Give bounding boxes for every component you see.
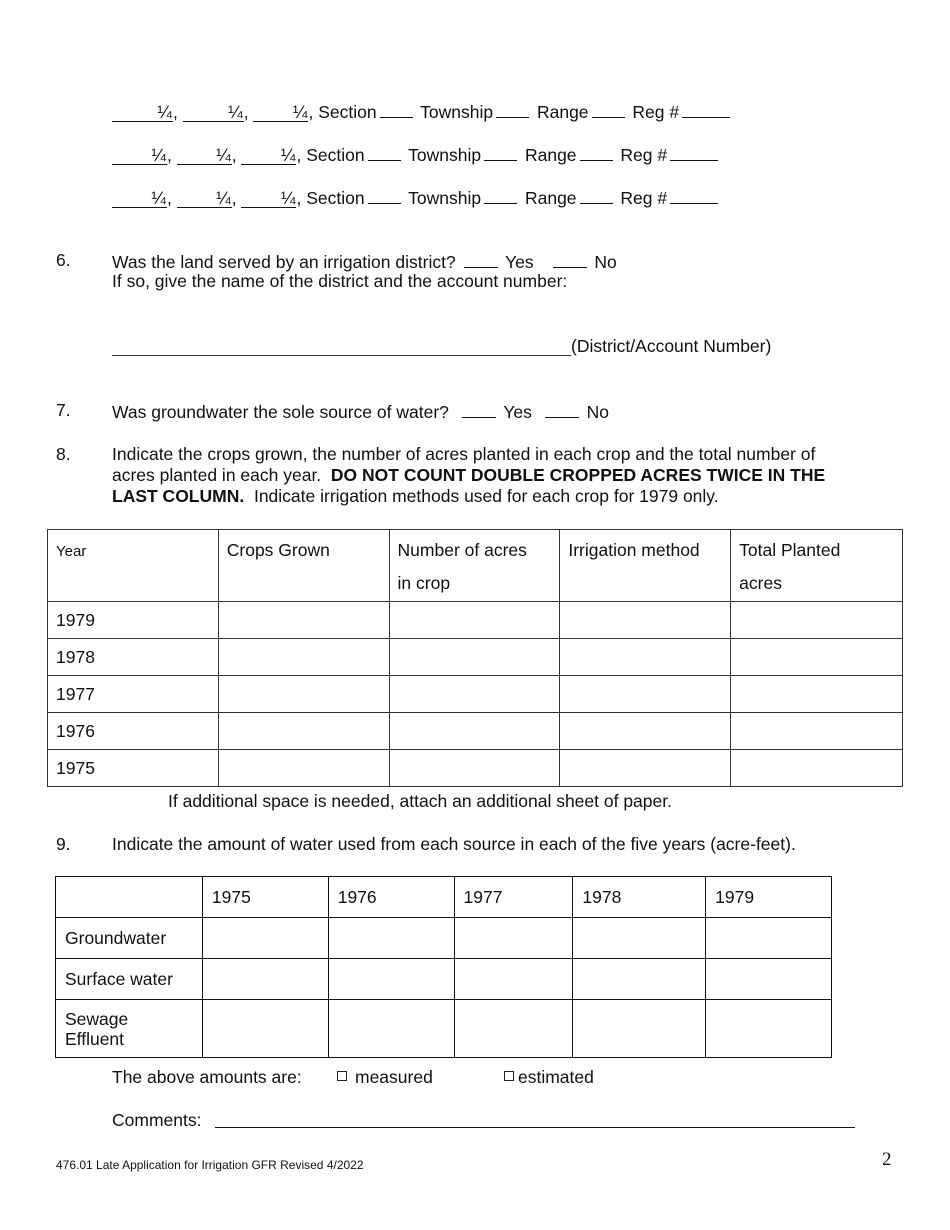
source-label-groundwater: Groundwater (56, 918, 203, 959)
crops-cell[interactable] (218, 676, 389, 713)
amount-cell[interactable] (202, 959, 328, 1000)
q8-number: 8. (56, 444, 71, 464)
reg-blank[interactable] (682, 100, 730, 118)
header-year: 1975 (202, 877, 328, 918)
source-label-surface-water: Surface water (56, 959, 203, 1000)
q6-yes-label: Yes (505, 252, 534, 272)
q7-number: 7. (56, 400, 71, 420)
q7-question: Was groundwater the sole source of water? (112, 402, 449, 422)
reg-blank[interactable] (670, 186, 718, 204)
year-cell: 1977 (48, 676, 219, 713)
amount-cell[interactable] (328, 918, 454, 959)
estimated-label: estimated (518, 1067, 594, 1087)
comments-label: Comments: (112, 1110, 202, 1130)
q8-line2-warning: DO NOT COUNT DOUBLE CROPPED ACRES TWICE IN THE (330, 465, 826, 485)
location-row-3: ¼, ¼, ¼, Section Township Range Reg # (112, 186, 721, 209)
q6-no-blank[interactable] (553, 250, 587, 268)
township-blank[interactable] (484, 186, 517, 204)
q8-line1: Indicate the crops grown, the number of acres planted in each crop and the total number of (112, 444, 816, 464)
measured-option[interactable] (337, 1067, 433, 1088)
acres-cell[interactable] (389, 602, 560, 639)
location-row-1: ¼, ¼, ¼, Section Township Range Reg # (112, 100, 733, 123)
table-row (48, 602, 903, 639)
township-label: Township (420, 102, 494, 122)
quarter-blank-3[interactable]: ¼ (253, 103, 308, 122)
q6-number: 6. (56, 250, 71, 270)
header-year: 1977 (454, 877, 573, 918)
q8-line3-text: Indicate irrigation methods used for each crop for 1979 only. (253, 486, 719, 506)
location-row-2: ¼, ¼, ¼, Section Township Range Reg # (112, 143, 721, 166)
q9-question: Indicate the amount of water used from each source in each of the five years (acre-feet). (112, 834, 796, 854)
section-blank[interactable] (380, 100, 413, 118)
irrigation-cell[interactable] (560, 750, 731, 787)
amount-cell[interactable] (573, 918, 706, 959)
estimated-option[interactable] (504, 1067, 594, 1088)
q7-no-blank[interactable] (545, 400, 579, 418)
amount-cell[interactable] (706, 918, 832, 959)
amount-cell[interactable] (202, 1000, 328, 1058)
table-row (48, 713, 903, 750)
year-cell: 1979 (48, 602, 219, 639)
section-blank[interactable] (368, 186, 401, 204)
range-blank[interactable] (592, 100, 625, 118)
q7-no-label: No (586, 402, 609, 422)
q6-no-label: No (594, 252, 617, 272)
crops-table (47, 529, 903, 787)
irrigation-cell[interactable] (560, 639, 731, 676)
year-cell: 1975 (48, 750, 219, 787)
header-crops-grown: Crops Grown (218, 530, 389, 602)
crops-cell[interactable] (218, 713, 389, 750)
table-row (48, 676, 903, 713)
q7-yes-blank[interactable] (462, 400, 496, 418)
header-irrigation-method: Irrigation method (560, 530, 731, 602)
acres-cell[interactable] (389, 750, 560, 787)
header-year: 1978 (573, 877, 706, 918)
header-year: 1979 (706, 877, 832, 918)
district-account-label: (District/Account Number) (571, 336, 772, 356)
year-cell: 1978 (48, 639, 219, 676)
quarter-blank-2[interactable]: ¼ (177, 189, 232, 208)
total-cell[interactable] (731, 676, 903, 713)
estimated-checkbox-icon[interactable] (504, 1071, 514, 1081)
range-blank[interactable] (580, 186, 613, 204)
township-blank[interactable] (496, 100, 529, 118)
range-label: Range (536, 102, 589, 122)
table-row (56, 1000, 832, 1058)
quarter-blank-1[interactable]: ¼ (112, 189, 167, 208)
township-label: Township (408, 145, 482, 165)
amount-cell[interactable] (328, 959, 454, 1000)
acres-cell[interactable] (389, 639, 560, 676)
amount-cell[interactable] (202, 918, 328, 959)
quarter-blank-1[interactable]: ¼ (112, 146, 167, 165)
irrigation-cell[interactable] (560, 602, 731, 639)
section-blank[interactable] (368, 143, 401, 161)
header-total-planted: Total Planted acres (731, 530, 903, 602)
total-cell[interactable] (731, 602, 903, 639)
irrigation-cell[interactable] (560, 713, 731, 750)
quarter-blank-1[interactable]: ¼ (112, 103, 173, 122)
amount-cell[interactable] (454, 1000, 573, 1058)
amounts-label: The above amounts are: (112, 1067, 302, 1087)
amount-cell[interactable] (454, 959, 573, 1000)
quarter-blank-3[interactable]: ¼ (241, 189, 296, 208)
source-label-sewage-effluent: Sewage Effluent (56, 1000, 203, 1058)
township-label: Township (408, 188, 482, 208)
footer-form-id: 476.01 Late Application for Irrigation GFR Revised 4/2022 (56, 1158, 364, 1172)
page-number: 2 (882, 1149, 892, 1170)
district-account-line[interactable] (112, 355, 571, 356)
total-cell[interactable] (731, 639, 903, 676)
table-row (56, 959, 832, 1000)
table-row (48, 750, 903, 787)
header-number-of-acres: Number of acres in crop (389, 530, 560, 602)
quarter-blank-3[interactable]: ¼ (241, 146, 296, 165)
water-table-header-row (56, 877, 832, 918)
q8-line2-text: acres planted in each year. (112, 465, 322, 485)
q9-number: 9. (56, 834, 71, 854)
amount-cell[interactable] (573, 959, 706, 1000)
header-blank-cell (56, 877, 203, 918)
additional-space-note: If additional space is needed, attach an additional sheet of paper. (168, 791, 672, 811)
amount-cell[interactable] (573, 1000, 706, 1058)
crops-cell[interactable] (218, 602, 389, 639)
acres-cell[interactable] (389, 676, 560, 713)
measured-label: measured (355, 1067, 433, 1087)
range-label: Range (524, 188, 577, 208)
table-row (56, 918, 832, 959)
reg-label: Reg # (620, 188, 668, 208)
q6-yes-blank[interactable] (464, 250, 498, 268)
section-label: Section (306, 145, 365, 165)
range-label: Range (524, 145, 577, 165)
amount-cell[interactable] (706, 1000, 832, 1058)
q8-line3-warning: LAST COLUMN. (112, 486, 245, 506)
crops-cell[interactable] (218, 750, 389, 787)
q7-yes-label: Yes (503, 402, 532, 422)
township-blank[interactable] (484, 143, 517, 161)
reg-label: Reg # (620, 145, 668, 165)
quarter-blank-2[interactable]: ¼ (183, 103, 244, 122)
reg-label: Reg # (632, 102, 680, 122)
total-cell[interactable] (731, 750, 903, 787)
q6-followup: If so, give the name of the district and the account number: (112, 271, 568, 291)
q8-line2 (112, 465, 825, 486)
acres-cell[interactable] (389, 713, 560, 750)
crops-cell[interactable] (218, 639, 389, 676)
q8-line3 (112, 486, 719, 507)
q7-question-line (112, 400, 609, 423)
year-cell: 1976 (48, 713, 219, 750)
q6-question: Was the land served by an irrigation district? (112, 252, 456, 272)
range-blank[interactable] (580, 143, 613, 161)
section-label: Section (318, 102, 377, 122)
irrigation-cell[interactable] (560, 676, 731, 713)
amount-cell[interactable] (706, 959, 832, 1000)
header-year: Year (48, 530, 219, 602)
amount-cell[interactable] (454, 918, 573, 959)
water-table (55, 876, 832, 1058)
q6-question-line (112, 250, 617, 273)
measured-checkbox-icon[interactable] (337, 1071, 347, 1081)
quarter-blank-2[interactable]: ¼ (177, 146, 232, 165)
crops-table-header-row (48, 530, 903, 602)
section-label: Section (306, 188, 365, 208)
header-year: 1976 (328, 877, 454, 918)
amount-cell[interactable] (328, 1000, 454, 1058)
table-row (48, 639, 903, 676)
total-cell[interactable] (731, 713, 903, 750)
reg-blank[interactable] (670, 143, 718, 161)
comments-field[interactable] (215, 1127, 855, 1128)
